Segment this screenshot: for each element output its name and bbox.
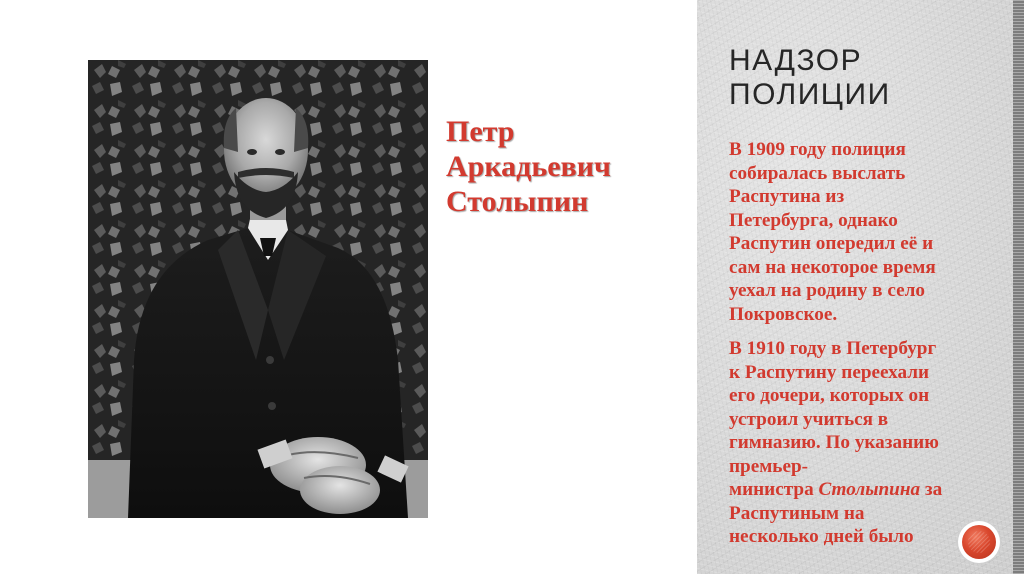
panel-edge-strip <box>1013 0 1024 574</box>
caption-surname: Столыпин <box>446 185 589 218</box>
body-line: к Распутину переехали <box>729 361 930 383</box>
paragraph-1909 <box>729 138 991 326</box>
body-line: устроил учиться в <box>729 408 889 430</box>
body-line: Покровское. <box>729 303 838 325</box>
portrait-caption <box>446 114 676 219</box>
body-text-fragment: министра <box>729 479 819 500</box>
body-line: гимназию. По указанию <box>729 432 939 453</box>
italic-name-stolypin: Столыпина <box>818 479 921 500</box>
body-line: Распутин опередил её и <box>729 233 934 254</box>
slide-title <box>729 44 999 112</box>
portrait-photo <box>88 60 428 518</box>
slide-title-line2: ПОЛИЦИИ <box>729 78 891 111</box>
circle-icon <box>962 525 996 559</box>
body-line: Распутина из <box>729 186 845 207</box>
body-line <box>729 478 991 502</box>
paragraph-1910 <box>729 337 991 549</box>
body-line: В 1909 году полиция <box>729 139 906 160</box>
body-line: его дочери, которых он <box>729 385 930 406</box>
body-line: уехал на родину в село <box>729 280 925 301</box>
slide-body <box>729 138 991 560</box>
body-line: собиралась выслать <box>729 162 906 184</box>
body-line: Петербурга, однако <box>729 209 898 231</box>
slide-title-line1: НАДЗОР <box>729 44 863 77</box>
body-line: сам на некоторое время <box>729 256 936 278</box>
body-text-fragment: за <box>920 479 943 500</box>
next-slide-button[interactable] <box>958 521 1000 563</box>
text-panel <box>697 0 1024 574</box>
body-line: несколько дней было <box>729 526 914 547</box>
body-line: премьер- <box>729 455 809 477</box>
caption-patronymic: Аркадьевич <box>446 150 611 183</box>
portrait-illustration <box>88 60 428 518</box>
body-line: Распутиным на <box>729 502 865 524</box>
caption-first-name: Петр <box>446 115 515 148</box>
body-line: В 1910 году в Петербург <box>729 338 937 359</box>
